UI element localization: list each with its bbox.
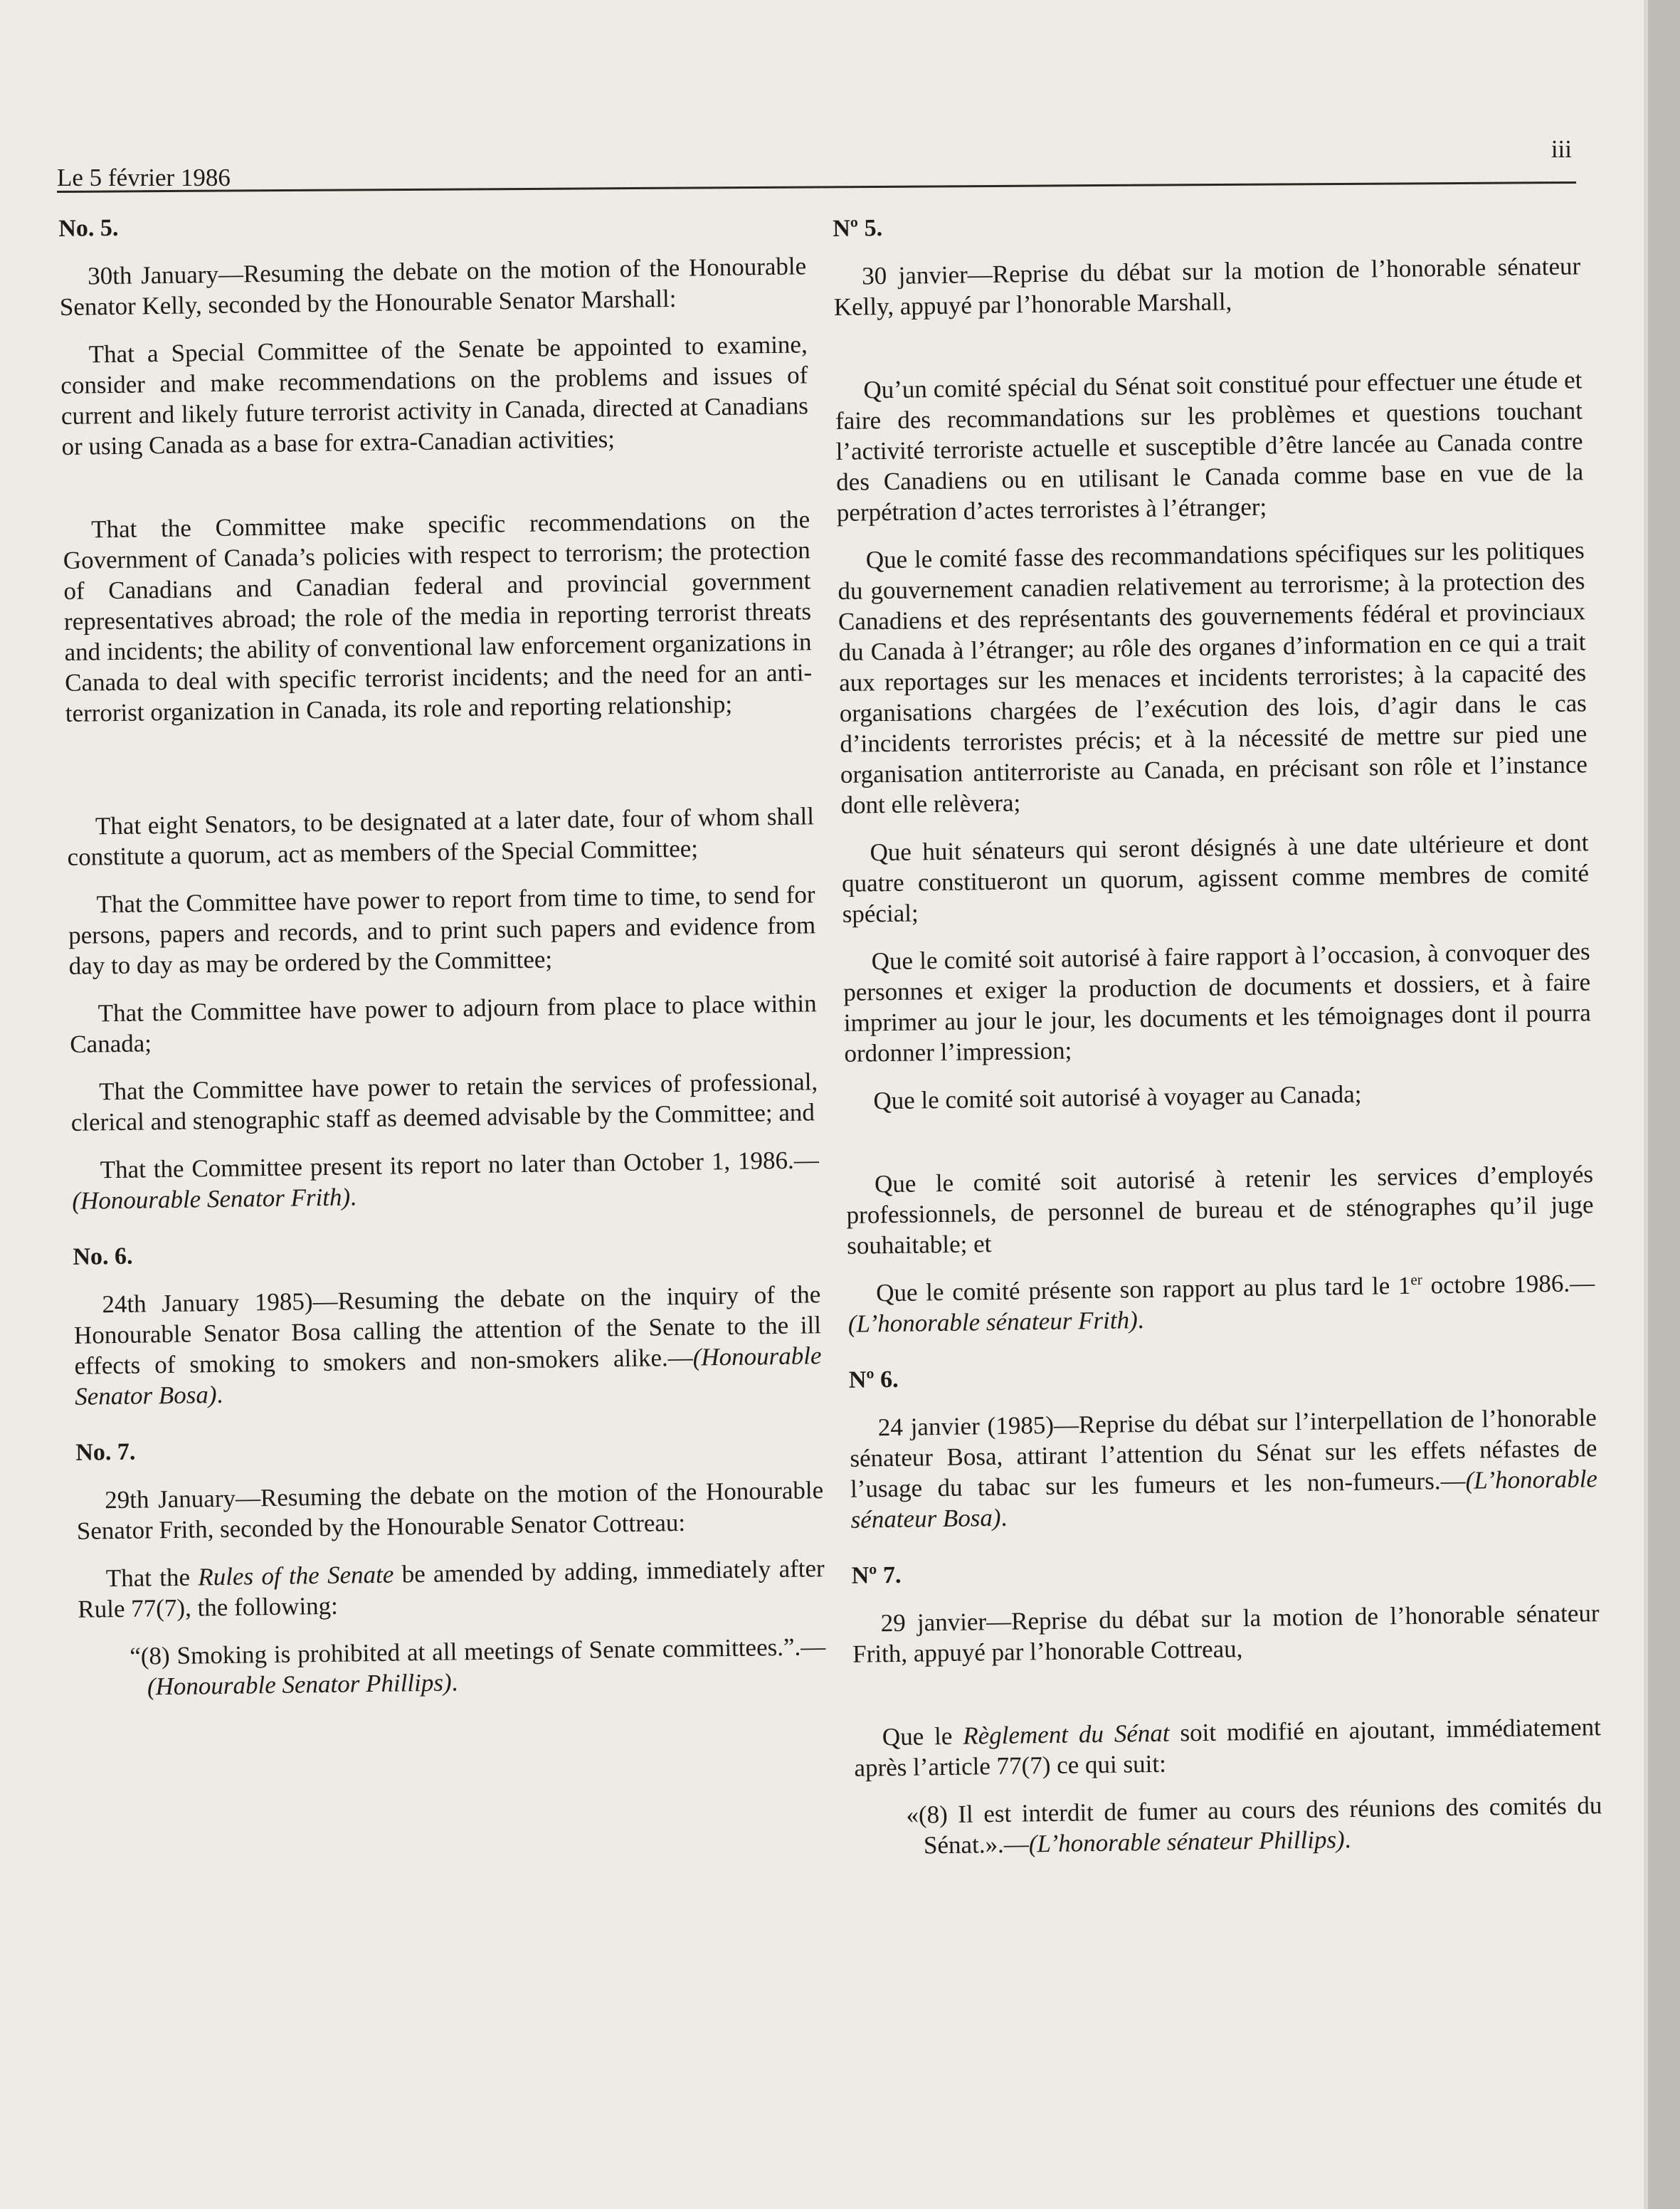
motion-paragraph: Que huit sénateurs qui seront désignés à une date ultérieure et dont quatre constitueront un quorum, agissent comme membres de comité spécial; (841, 828, 1590, 928)
section-intro: 30th January—Resuming the debate on the motion of the Honourable Senator Kelly, seconded by the Honourable Senator Marshall: (59, 252, 807, 321)
section-number: Nº 7. (851, 1561, 902, 1589)
motion-paragraph: That a Special Committee of the Senate be appointed to examine, consider and make recommendations on the problems and issues of current and likely future terrorist activity in Canada, directed at Canadians or using Canada as a base for extra-Canadian activities; (60, 330, 809, 460)
quoted-amendment: “(8) Smoking is prohibited at all meetings of Senate committees.”.—(Honourable Senator Phillips). (130, 1633, 826, 1701)
quoted-amendment: «(8) Il est interdit de fumer au cours des réunions des comités du Sénat.».—(L’honorable sénateur Phillips). (906, 1791, 1602, 1860)
rules-title: Rules of the Senate (198, 1560, 394, 1591)
section-number: No. 5. (58, 214, 119, 242)
inquiry-paragraph: 24 janvier (1985)—Reprise du débat sur l’interpellation de l’honorable sénateur Bosa, attirant l’attention du Sénat sur les effets néfastes de l’usage du tabac sur les fumeurs et les non-fumeurs.—(L’honorable sénateur Bosa). (850, 1403, 1598, 1534)
motion-paragraph: Que le Règlement du Sénat soit modifié en ajoutant, immédiatement après l’article 77(7) ce qui suit: (854, 1713, 1602, 1782)
senator-credit: (L’honorable sénateur Bosa) (850, 1465, 1598, 1534)
section-intro: 29 janvier—Reprise du débat sur la motion de l’honorable sénateur Frith, appuyé par l’honorable Cottreau, (852, 1599, 1600, 1668)
english-column (58, 203, 833, 2151)
paragraph-text: That the Committee present its report no later than October 1, 1986.— (100, 1146, 819, 1184)
header-date: Le 5 février 1986 (57, 164, 231, 191)
motion-paragraph: Que le comité soit autorisé à voyager au Canada; (873, 1080, 1362, 1115)
senator-credit: (Honourable Senator Frith) (72, 1183, 351, 1215)
section-number: No. 7. (75, 1438, 136, 1466)
motion-paragraph: That the Committee present its report no later than October 1, 1986.—(Honourable Senator Frith). (72, 1146, 819, 1215)
senator-credit: (Honourable Senator Bosa) (74, 1341, 822, 1411)
motion-paragraph: Que le comité présente son rapport au plus tard le 1er octobre 1986.—(L’honorable sénateur Frith). (847, 1269, 1595, 1338)
motion-paragraph: That eight Senators, to be designated at a later date, four of whom shall constitute a quorum, act as members of the Special Committee; (67, 802, 815, 871)
page-header (57, 135, 1576, 192)
section-intro: 29th January—Resuming the debate on the motion of the Honourable Senator Frith, seconded by the Honourable Senator Cottreau: (76, 1476, 824, 1545)
motion-paragraph: Que le comité fasse des recommandations spécifiques sur les politiques du gouvernement canadien relativement au terrorisme; à la protection des Canadiens et des représentants des gouvernements fédéral et provinciaux du Canada à l’étranger; au rôle des organes d’information en ce qui a trait aux reportages sur les menaces et incidents terroristes; à la capacité des organisations chargées de l’exécution des lois, d’agir dans le cas d’incidents terroristes précis; et à la nécessité de mettre sur pied une organisation antiterroriste au Canada, en précisant son rôle et l’instance dont elle relèvera; (838, 536, 1588, 819)
motion-paragraph: That the Committee have power to report from time to time, to send for persons, papers and records, and to print such papers and evidence from day to day as may be ordered by the Committee; (68, 880, 816, 980)
senator-credit: (L’honorable sénateur Phillips) (1028, 1825, 1345, 1858)
page-number: iii (1550, 135, 1572, 163)
motion-paragraph: Qu’un comité spécial du Sénat soit constitué pour effectuer une étude et faire des recommandations sur les problèmes et questions touchant l’activité terroriste actuelle et susceptible d’être lancée au Canada contre des Canadiens ou en utilisant le Canada comme base en vue de la perpétration d’actes terroristes à l’étranger; (835, 366, 1584, 527)
section-intro: 30 janvier—Reprise du débat sur la motion de l’honorable sénateur Kelly, appuyé par l’honorable Marshall, (833, 252, 1581, 321)
motion-paragraph: That the Committee make specific recommendations on the Government of Canada’s policies with respect to terrorism; the protection of Canadians and Canadian federal and provincial government representatives abroad; the role of the media in reporting terrorist threats and incidents; the ability of conventional law enforcement organizations in Canada to deal with specific terrorist incidents; and the need for an anti-terrorist organization in Canada, its role and reporting relationship; (63, 505, 813, 727)
motion-paragraph: Que le comité soit autorisé à retenir les services d’employés professionnels, de personnel de bureau et de sténographes qu’il juge souhaitable; et (846, 1160, 1594, 1260)
header-rule (57, 181, 1576, 193)
motion-paragraph: That the Committee have power to adjourn from place to place within Canada; (70, 989, 817, 1058)
motion-paragraph: Que le comité soit autorisé à faire rapport à l’occasion, à convoquer des personnes et exiger la production de documents et dossiers, et à faire imprimer au jour le jour, les documents et les témoignages dont il pourra ordonner l’impression; (843, 937, 1592, 1067)
motion-paragraph: That the Committee have power to retain the services of professional, clerical and stenographic staff as deemed advisable by the Committee; and (70, 1067, 818, 1137)
motion-paragraph: That the Rules of the Senate be amended by adding, immediately after Rule 77(7), the following: (78, 1554, 825, 1623)
inquiry-paragraph: 24th January 1985)—Resuming the debate on the inquiry of the Honourable Senator Bosa calling the attention of the Senate to the ill effects of smoking to smokers and non-smokers alike.—(Honourable Senator Bosa). (73, 1280, 822, 1411)
rules-title: Règlement du Sénat (963, 1719, 1170, 1750)
section-number: Nº 5. (833, 215, 883, 242)
paragraph-text: 24th January 1985)—Resuming the debate on the inquiry of the Honourable Senator Bosa calling the attention of the Senate to the ill effects of smoking to smokers and non-smokers alike.— (73, 1280, 822, 1380)
senator-credit: (L’honorable sénateur Frith) (847, 1306, 1139, 1338)
section-number: Nº 6. (848, 1366, 899, 1393)
section-number: No. 6. (73, 1243, 133, 1270)
senator-credit: (Honourable Senator Phillips) (147, 1668, 452, 1701)
french-column (833, 203, 1607, 2151)
